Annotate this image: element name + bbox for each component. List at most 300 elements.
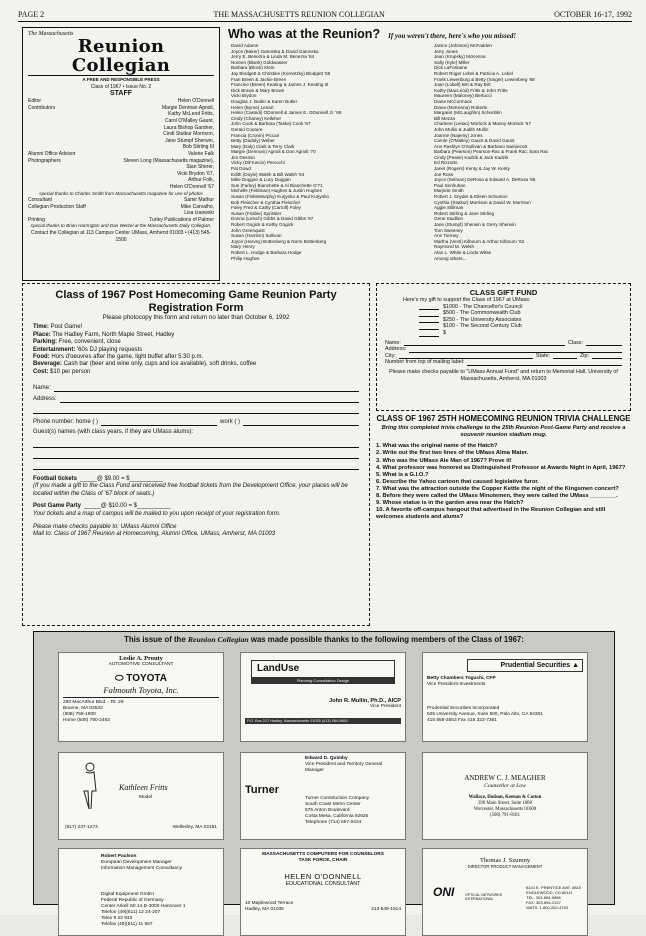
masthead-tagline: A FREE AND RESPONSIBLE PRESS <box>82 77 160 82</box>
trivia-title: CLASS OF 1967 25TH HOMECOMING REUNION TRIVIA CHALLENGE <box>376 414 631 423</box>
brand-tags: Planning Consultation Design <box>251 678 395 684</box>
address: 575 Anton Boulevard <box>305 808 350 813</box>
address-block <box>526 885 581 910</box>
event-detail-value: Free, convenient, close <box>58 339 121 346</box>
business-card-odonnell <box>240 848 406 936</box>
alumni-row <box>28 151 214 158</box>
address: 290 MacArthur Blvd. - Rt. 28 <box>63 700 124 705</box>
oni-logo: ONI <box>433 885 455 899</box>
event-detail-key: Time: <box>33 324 49 331</box>
sponsor-title-a: This issue of the <box>124 635 188 644</box>
attendee-name: Margie (Denman) Agnoli & Don Agnoli '70 <box>231 149 316 155</box>
attendee-name: Francia (Cronin) Piccari <box>231 132 280 138</box>
contact-line: Contact the Collegian at 113 Campus Center UMass, Amherst 01003 • (413) 545-1500 <box>30 230 212 243</box>
business-card-szumny <box>422 848 588 936</box>
event-detail-key: Entertainment: <box>33 346 76 353</box>
attendee-name: Tom Sweeney <box>434 227 463 233</box>
gift-name-label: Name: <box>385 339 401 346</box>
production-member: Mike Carvalho, <box>180 203 214 210</box>
phone: (617) 237-1274 <box>65 825 98 830</box>
attendee-name: Bill Mezza <box>434 115 455 121</box>
city: Wellesley, MA 02181 <box>172 825 217 830</box>
printing-value: Turley Publications of Palmer <box>149 216 214 223</box>
attendee-name: Janice (Johnson) McFadden <box>434 43 492 48</box>
gift-number-field[interactable] <box>467 359 622 366</box>
gift-number-line <box>385 359 622 366</box>
attendee-name: Jerry E. Benezra & Linda M. Benezra '64 <box>231 54 315 60</box>
gift-city-line <box>385 353 622 360</box>
sponsor-section <box>33 631 615 927</box>
gift-checkbox[interactable] <box>419 330 439 337</box>
attendee-name: Mary Henry <box>231 244 255 250</box>
name-field[interactable] <box>54 385 359 392</box>
card-role: Model <box>139 795 153 800</box>
gift-checkbox[interactable] <box>419 304 439 311</box>
event-detail-value: Post Game! <box>50 324 83 331</box>
masthead-title: Reunion Collegian <box>28 37 214 76</box>
photographer: Vicki Brydon '67, <box>177 170 214 177</box>
photographers-label: Photographers <box>28 157 61 164</box>
gift-option-label: $500 - The Commonwealth Club <box>443 310 521 317</box>
consultant-value: Samir Mathur <box>183 197 214 204</box>
event-detail-row <box>33 332 359 339</box>
attendee-name: Robert Stirling & Jane Stirling <box>434 210 495 216</box>
alumni-value: Valerie Falk <box>187 150 214 157</box>
address: 10 Maplewood Terrace <box>245 901 294 906</box>
production-member: Lisa Izaowski <box>184 210 214 217</box>
attendee-name: Raymond M. Welsh <box>434 244 474 250</box>
attendee-name: Edith (Doyle) Walsh & Bill Walsh '64 <box>231 171 305 177</box>
paper-name: THE MASSACHUSETTS REUNION COLLEGIAN <box>213 10 385 19</box>
address: Worcester, Massachusetts 01608 <box>473 807 537 812</box>
masthead-kicker: The Massachusetts <box>28 31 74 37</box>
attendee-name: Ann Tierney <box>434 233 459 239</box>
brand-name: LandUse <box>257 663 300 674</box>
event-detail-key: Beverage: <box>33 361 63 368</box>
photo-thanks: special thanks to Charles Smith from Massachusetts magazine for use of photos <box>39 190 203 196</box>
gift-address-label: Address: <box>385 346 407 353</box>
business-card-grid <box>44 648 604 927</box>
gift-class-field[interactable] <box>586 340 622 347</box>
attendee-name: Joyce (Selman) DeRosa & Edward A. DeRosa '65 <box>434 177 536 183</box>
party-note: Your tickets and a map of campus will be mailed to you upon receipt of your registration form. <box>33 510 281 517</box>
gift-option <box>385 323 622 330</box>
attendee-name: Joanne (Najemy) Jones <box>434 132 483 138</box>
card-role: Vice President <box>370 704 401 709</box>
phone-home-field[interactable] <box>101 419 217 426</box>
phone: (508) 791-8181 <box>490 813 520 818</box>
attendee-name: Charlene (Leitao) Morlock & Manny Morlock '67 <box>434 121 531 127</box>
event-detail-row <box>33 369 359 376</box>
attendee-name: Susan (Hamlon) Sullivan <box>231 233 282 239</box>
attendee-name: Bob Fleischer & Cynthia Fleischer <box>231 199 301 205</box>
gift-city-field[interactable] <box>399 353 533 360</box>
attendee-name: Sue (Farley) Bianchette & Al Bianchette G'71 <box>231 182 323 188</box>
contributor: Bob Stirling III <box>182 144 214 151</box>
who-subtitle: If you weren't there, here's who you missed! <box>388 32 517 40</box>
collegian-thanks: special thanks to Brian Harrington and Dan Wetzel at the Massachusetts Daily Collegian. <box>30 223 212 229</box>
photographers-row <box>28 158 214 165</box>
attendee-name: Joe Ross <box>434 171 454 177</box>
registration-form <box>22 283 370 626</box>
trivia-question: 9. Whose statue is in the garden area near the Hatch? <box>376 500 524 507</box>
attendee-name: Frank Lewenburg & Betty (Singer) Lewenberg '68 <box>434 76 535 82</box>
phone-home-label: Phone number: home ( ) <box>33 419 99 426</box>
event-detail-row <box>33 324 359 331</box>
address-field[interactable] <box>60 396 359 403</box>
attendee-name: Michelle (Feldman) Hughes & Justin Hughes <box>231 188 322 194</box>
editor-value: Helen O'Donnell <box>177 98 214 105</box>
phone: (508) 759-1900 <box>63 712 96 717</box>
gift-number-label: Number from top of mailing label: <box>385 359 465 366</box>
attendee-name: John Cook & Barbara (Taska) Cook '67 <box>231 121 311 127</box>
attendee-name: Ed Rizzotto <box>434 160 458 166</box>
page-number: PAGE 2 <box>18 10 45 19</box>
football-label: Football tickets <box>33 475 78 482</box>
event-detail-key: Food: <box>33 354 50 361</box>
attendee-name: Alan L. White & Linda White <box>434 249 492 255</box>
card-role: EDUCATIONAL CONSULTANT <box>285 881 361 887</box>
gift-zip-label: Zip: <box>580 352 589 359</box>
consultant-row <box>28 197 214 204</box>
phone-line <box>33 419 359 426</box>
gift-option <box>385 317 622 324</box>
gift-options <box>385 304 622 337</box>
attendee-name: Mary (Daly) Clark & Terry Clark <box>231 143 295 149</box>
gift-option-label: $100 - The Second Century Club <box>443 323 522 330</box>
phone: Home (508) 790-2463 <box>63 718 110 723</box>
address: 8101 E. PRENTICE AVE. #810 <box>526 885 581 890</box>
attendee-name: Jay Blodgett & Christine (Kornetzky) Blodgett '69 <box>231 70 331 76</box>
attendee-name: Francine (Breen) Keating & James J. Keating III <box>231 82 329 88</box>
attendee-name: Jean (Krupsky) McKenna <box>434 54 486 60</box>
attendee-name: Joyce (Harvey) Bottenberg & Norm Bottenberg <box>231 238 327 244</box>
business-card-fritts <box>58 752 224 840</box>
event-detail-value: $10 per person <box>50 368 91 375</box>
address: Turner Construction Company <box>305 796 370 801</box>
attendee-name: Robert Gogick & Kathy Gogick <box>231 222 294 227</box>
guests-field[interactable] <box>33 461 359 470</box>
contributor: Cindi Stutkur Morrison, <box>163 131 214 138</box>
attendee-name: Janet (Rogers) Kenty & Jay W. Kenty <box>434 166 510 172</box>
photographer: Arthur Folk, <box>188 177 214 184</box>
address: Costa Mesa, California 92626 <box>305 814 369 819</box>
gift-option-label: $250 - The University Associates <box>443 316 522 323</box>
guests-label: Guest(s) names (with class years, if they are UMass alums): <box>33 429 194 436</box>
trivia-intro: Bring this completed trivia challenge to the 25th Reunion Post-Game Party and receive a souvenir reunion stadium mug. <box>381 425 626 439</box>
card-name: HELEN O'DONNELL <box>284 872 362 881</box>
gift-name-line <box>385 340 622 347</box>
editor-label: Editor <box>28 98 42 105</box>
attendee-column-2 <box>434 43 631 281</box>
gift-state-field[interactable] <box>553 353 577 360</box>
mail-note: Mail to: Class of 1967 Reunion at Homecoming, Alumni Office, UMass, Amherst, MA 01003 <box>33 531 276 538</box>
card-role: European Development Manager <box>101 860 172 865</box>
gift-footnote: Please make checks payable to "UMass Annual Fund" and return to Memorial Hall, University of Massachusetts, Amherst, MA 01003 <box>389 368 618 382</box>
card-name: Edward D. Quimby <box>305 756 348 761</box>
party-calc: _____@ $10.00 = $__________ <box>84 503 171 510</box>
printing-label: Printing <box>28 216 45 223</box>
attendee-name: Gerald Couture <box>231 126 263 132</box>
photographer: Stan Sherer, <box>186 164 214 171</box>
toyota-logo <box>63 673 219 685</box>
event-detail-row <box>33 347 359 354</box>
card-name: Robert Paulson <box>101 854 137 859</box>
trivia-question: 4. What professor was honored as Distinguished Professor at Awards Night in April, 1967? <box>376 464 626 471</box>
attendee-name: Helen (Byrne) Lenart <box>231 104 274 110</box>
phone: TEL: 303-694-9898 <box>526 895 561 900</box>
gift-address-field[interactable] <box>409 346 622 353</box>
card-name: Betty Chambers Toguchi, CFP <box>427 676 496 681</box>
attendee-name: Robert Roger Lebel & Patricia A. Lebel <box>434 70 513 76</box>
card-role: Vice President-Investments <box>427 682 486 687</box>
trivia-question: 10. A favorite off-campus hangout that advertised in the Reunion Collegian and still welcomes students and alums? <box>376 507 606 521</box>
brand-name: Prudential Securities <box>500 662 571 669</box>
task-force: MASSACHUSETTS COMPUTERS FOR COUNSELORS <box>262 852 384 857</box>
gift-class-label: Class: <box>568 339 583 346</box>
attendee-name: Carole (O'Malley) Gaunt & David Gaunt <box>434 138 515 144</box>
sponsor-title <box>44 635 604 644</box>
address-line <box>33 396 359 403</box>
card-role: Vice President and Territory General Manager <box>305 762 383 773</box>
contributor: Jane Stumpf Sherwin, <box>165 137 214 144</box>
contributor: Laura Bishop Gardner, <box>163 124 214 131</box>
football-line <box>33 476 359 483</box>
trivia-question: 2. Write out the first two lines of the UMass Alma Mater. <box>376 450 529 457</box>
attendee-name: Susan (Frisbie) Sprissler <box>231 210 282 216</box>
phone: Telefon (49)(511) 12 24-207 <box>101 910 161 915</box>
attendee-name: Donna (Leisch) Gibbs & David Gibbs '67 <box>231 216 314 222</box>
card-name: John R. Mullin, Ph.D., AICP <box>329 698 401 704</box>
attendee-column-1 <box>231 43 428 281</box>
attendee-name: Vicky (DiFruscio) Perocchi <box>231 160 285 166</box>
address: Center Arkell Str.14,D-3000 Hannover 1 <box>101 904 186 909</box>
photocopy-note: Please photocopy this form and return no later than October 6, 1992 <box>102 314 290 321</box>
address: Federal Republic of Germany <box>101 898 164 903</box>
address: Hadley, MA 01035 <box>245 907 284 912</box>
event-detail-row <box>33 354 359 361</box>
guests-field[interactable] <box>33 439 359 448</box>
brand-name: TOYOTA <box>126 673 168 684</box>
gift-state-label: State: <box>535 352 550 359</box>
card-role: DIRECTOR PRODUCT MANAGEMENT <box>467 864 543 869</box>
attendee-name: Paul Senhuhan <box>434 182 466 188</box>
party-line <box>33 503 359 510</box>
name-label: Name: <box>33 385 51 392</box>
event-detail-key: Parking: <box>33 339 58 346</box>
attendee-name: Marjorie Smith <box>434 188 464 194</box>
sponsor-title-b: was made possible thanks to the following members of the Class of 1967: <box>248 635 524 644</box>
attendee-name: Jim Desmin <box>231 154 255 160</box>
attendee-name: Joan (Lobell) Birt & Ray Birt <box>434 82 491 88</box>
gift-city-label: City: <box>385 352 396 359</box>
attendee-name: Aggie Stillman <box>434 205 464 211</box>
address: 525 University Avenue, Suite 500, Palo Alto, CA 94301 <box>427 712 543 717</box>
photographer: Helen O'Donnell '67 <box>169 183 214 190</box>
masthead-box <box>22 27 220 281</box>
attendee-name: Cynthia (Stutkur) Morrison & David W. Morrison <box>434 199 531 205</box>
gift-address-line <box>385 346 622 353</box>
gift-option-label: $1000 - The Chancellor's Council <box>443 303 523 310</box>
contributor: Kathy McLeod Fritts, <box>168 111 214 118</box>
trivia-question: 3. Who was the UMass Ale Man of 1967? Prove it! <box>376 457 512 464</box>
task-force-role: TASK FORCE, CHAIR <box>298 858 348 863</box>
event-detail-row <box>33 361 359 368</box>
business-card-toguchi <box>422 652 588 742</box>
attendee-name: John Greenquist <box>231 227 265 233</box>
fax: FAX: 303-694-2157 <box>526 900 561 905</box>
attendee-name: Philip Hughes <box>231 255 260 261</box>
gift-name-field[interactable] <box>404 340 565 347</box>
telex: Telex 9 22 933 <box>101 916 133 921</box>
event-detail-value: Hors d'oeuvres after the game, light buffet after 5:30 p.m. <box>51 354 204 361</box>
attendee-name: Helen (Cassidi) ODonnell & James E. ODonnell Jr. '66 <box>231 110 342 116</box>
business-card-prouty <box>58 652 224 742</box>
gift-zip-field[interactable] <box>592 353 622 360</box>
firm-name: Wallace, Dodson, Keenan & Cotton <box>468 795 542 800</box>
card-role: Counsellor at Law <box>484 783 526 789</box>
event-detail-key: Place: <box>33 331 51 338</box>
attendee-name: Kathy (MacLeod) Fritts & John Fritts <box>434 87 508 93</box>
football-note: (If you made a gift to the Class Fund and received free football tickets from the Development Office, your places will be located within the Class of '67 block of seats.) <box>33 483 348 497</box>
issue-line: Class of 1967 • Issue No. 2 <box>90 83 152 90</box>
gift-checkbox[interactable] <box>419 323 439 330</box>
attendee-name: Cindy (Chaney) Kelleher <box>231 115 282 121</box>
landuse-logo <box>251 660 395 678</box>
trivia-question: 8. Before they were called the UMass Minutemen, they were called the UMass ________. <box>376 493 618 500</box>
contributors-row <box>28 105 214 112</box>
contributor: Margie Denman Agnoli, <box>162 104 214 111</box>
event-detail-value: Cash bar (beer and wine only, cups and ice available), soft drinks, coffee <box>63 361 257 368</box>
gift-checkbox[interactable] <box>419 317 439 324</box>
attendee-name: Robert L. Hodge & Barbara Hodge <box>231 249 302 255</box>
address-row <box>245 907 401 913</box>
address: ENGLEWOOD, CO 80111 <box>526 890 573 895</box>
attendee-name: Cindy (Pease) Kadzik & Jack Kadzik <box>434 154 509 160</box>
wats: WATS: 1-800-262-4753 <box>526 905 568 910</box>
gift-option <box>385 310 622 317</box>
contributors-label: Contributors <box>28 104 56 111</box>
card-name: Thomas J. Szumny <box>479 857 531 864</box>
turner-logo: Turner <box>245 784 280 796</box>
gift-option <box>385 330 622 337</box>
trivia-question: 1. What was the original name of the Hatch? <box>376 443 498 450</box>
attendee-name: Betty (Dadoly) Weber <box>231 138 275 144</box>
issue-date: OCTOBER 16-17, 1992 <box>554 10 632 19</box>
trivia-question: 7. What was the attraction outside the Copper Kettle the night of the Kingsmen concert? <box>376 485 619 492</box>
trivia-challenge <box>376 414 631 626</box>
gift-checkbox[interactable] <box>419 310 439 317</box>
staff-heading: STAFF <box>109 90 133 98</box>
card-name: ANDREW C. J. MEAGHER <box>464 774 546 782</box>
gift-intro: Here's my gift to support the Class of 1967 at UMass: <box>403 297 531 303</box>
attendee-name: Foley Fred & Cathy (Carroll) Foley <box>231 205 301 211</box>
business-card-paulson <box>58 848 224 936</box>
attendee-name: Jane (Stumpf) Sherwin & Gerry Sherwin <box>434 222 516 227</box>
phone-work-label: work ( ) <box>220 419 241 426</box>
event-detail-value: The Hadley Farm, North Maple Street, Hadley <box>52 331 175 338</box>
attendee-name: Margaret (McLaughlin) Schenblin <box>434 110 502 116</box>
phone: 413-549-1914 <box>371 907 401 912</box>
attendee-name: Dick Brown & Mary Brown <box>231 87 285 93</box>
card-role: AUTOMOTIVE CONSULTANT <box>108 662 174 667</box>
consultant-label: Consultant <box>28 197 52 204</box>
rock-icon: ▲ <box>572 662 579 669</box>
phone-work-field[interactable] <box>243 419 359 426</box>
party-label: Post Game Party <box>33 503 82 510</box>
photographer: Steven Long (Massachusetts magazine), <box>123 157 214 164</box>
card-name: Kathleen Fritts <box>119 783 168 792</box>
trivia-question: 6. Describe the Yahoo cartoon that caused legislative furor. <box>376 478 539 485</box>
company-name: Falmouth Toyota, Inc. <box>103 685 179 695</box>
phone: 415 858-3553 Fax 415 322-7381 <box>427 718 497 723</box>
attendee-name: John Mullin & Judith Mullin <box>434 126 489 132</box>
gift-title: CLASS GIFT FUND <box>469 288 538 297</box>
model-figure-icon <box>81 761 99 811</box>
contributor: Carol O'Malley Gaunt, <box>164 117 214 124</box>
address-field-2[interactable] <box>33 405 359 414</box>
football-calc: _____@ $9.00 = $__________ <box>80 475 164 482</box>
attendee-name: Fran Breen & Jackie Breen <box>231 76 287 82</box>
event-detail-value: '60s DJ playing requests <box>77 346 143 353</box>
address: South Coast Metro Center <box>305 802 361 807</box>
attendee-name: Noreen (Blank) Goldwasser <box>231 59 288 65</box>
page-header <box>18 8 632 22</box>
business-card-meagher <box>422 752 588 840</box>
attendee-name: Douglas J. Butler & Karen Butler <box>231 98 298 104</box>
trivia-question: 5. What is a G.I.O.? <box>376 471 429 478</box>
alumni-label: Alumni Office Advisor <box>28 150 76 157</box>
attendee-name: Maureen (Maloney) Bertucci <box>434 93 492 99</box>
payable-note: Please make checks payable to: UMass Alumni Office <box>33 523 177 530</box>
attendee-name: Barbara (Block) Klein <box>231 65 275 71</box>
attendee-name: Robert J. Snyder & Eileen Schumon <box>434 194 508 200</box>
editor-row <box>28 98 214 105</box>
attendee-name: Martha (Venti) Kilbourn & Arthur Kilbourn '62 <box>434 238 525 244</box>
attendee-name: Sally (Kyle) Miller <box>434 59 470 65</box>
address: 390 Main Street, Suite 1000 <box>478 801 532 806</box>
printing-row <box>28 217 214 224</box>
registration-title: Class of 1967 Post Homecoming Game Reunion Party Registration Form <box>55 289 337 314</box>
attendee-name: Jerry Jones <box>434 48 458 54</box>
attendee-name: Vicki Brydon <box>231 93 257 99</box>
attendee-name: Mike Duggan & Lucy Duggan <box>231 177 291 183</box>
production-row <box>28 204 214 211</box>
oni-subtitle: OPTICAL NETWORKS INTERNATIONAL <box>465 893 503 902</box>
attendee-name: Diane (McKenna) Roberts <box>434 104 488 110</box>
company: Digital Equipment GmbH <box>101 892 154 897</box>
attendee-name: Barbara (Pearson) Pearson-Rac & Frank Rac; Sara Rac <box>434 149 549 155</box>
who-heading <box>228 27 633 41</box>
guests-field[interactable] <box>33 450 359 459</box>
production-label: Collegian Production Staff <box>28 203 86 210</box>
attendee-list <box>231 43 631 281</box>
gift-option-label: $ <box>443 329 446 336</box>
attendee-name: Pat Dowd <box>231 166 251 172</box>
attendee-name: Susan (FinkleMurphy) Kurjynko & Paul Kurjynko <box>231 194 330 200</box>
attendee-name: Dick LaFontaine <box>434 65 468 71</box>
event-details <box>33 324 359 376</box>
attendee-name: Ann Rashlyn O'Sullivan & Barbano Swiniecott <box>434 143 528 149</box>
prudential-logo <box>467 659 583 672</box>
gift-option <box>385 304 622 311</box>
address-bar: P.O. Box 217 Hadley, Massachusetts 01035 (413) 584-9883 <box>245 718 401 724</box>
address-label: Address: <box>33 395 57 402</box>
business-card-quimby <box>240 752 406 840</box>
divider <box>63 697 219 698</box>
business-card-mullin <box>240 652 406 742</box>
who-title: Who was at the Reunion? <box>228 27 381 41</box>
